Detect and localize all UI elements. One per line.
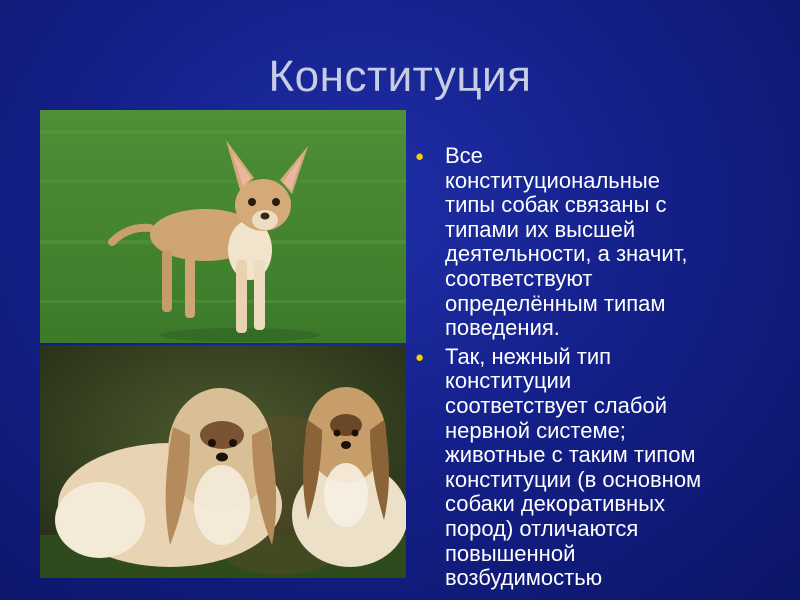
slide-body [412,144,792,600]
bullet-list [412,144,792,591]
bullet-text: Все конституциональные типы собак связаны с типами их высшей деятельности, а значит, соответствуют определённым типам поведения. [445,144,688,341]
bullet-item [412,345,792,591]
slide-title: Конституция [268,52,532,101]
yellow-dot-bullet-icon: ● [415,148,425,165]
bullet-item [412,144,792,341]
shih-tzu-photo [40,345,406,578]
chihuahua-photo [40,110,406,343]
yellow-dot-bullet-icon: ● [415,348,425,366]
bullet-text: Так, нежный тип конституции соответствует слабой нервной системе; животные с таким типом конституции (в основном собаки декоративных пород) отличаются повышенной возбудимостью [445,343,702,591]
